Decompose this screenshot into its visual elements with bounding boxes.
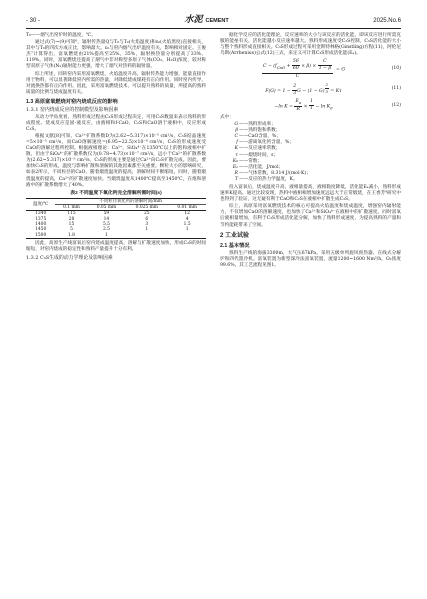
table-cell: 5 (70, 227, 73, 233)
equation-10 (220, 59, 401, 79)
equation-12 (220, 99, 401, 113)
equation-number: (10) (391, 66, 401, 72)
table-cell: 59 (103, 211, 110, 217)
equation-number: (12) (391, 102, 401, 108)
table-cell: 2.5 (102, 227, 110, 233)
definition-text: ——熟料饱和系数； (239, 128, 281, 134)
issue-number: 2025.No.6 (373, 17, 401, 24)
table-header-group: 不同粒径氧化钙的溶解时间/mm (55, 198, 206, 204)
definition-text: ——常数； (239, 158, 262, 164)
definition-text: ——反应速率常数； (239, 146, 281, 152)
table-cell: 1400 (35, 222, 47, 228)
definition-text: ——游离氧化钙含量，%； (239, 140, 294, 146)
table-cell: 14 (103, 216, 110, 222)
table-cell: 1500 (35, 232, 47, 238)
definition-symbol: T (234, 176, 238, 182)
subsection-heading-2-1: 2.1 基本情况 (220, 242, 250, 249)
equation-10-body: $C - (f_{CaO}$ + $\frac{56}{60}$ × β) × $\frac{C}{1 - \beta}$ C = G (262, 59, 346, 79)
paragraph: 从动力学角度看，熟料形成过程由C₃S形成过程决定，可用C₃S数量来表示熟料的形成程度。烧成反应是固-液反应，由液相和f-CaO、C₂S和CaO溶于液相中，反应形成C₃S。 (26, 114, 206, 132)
table-header-size: 0.025 mm (125, 205, 168, 211)
left-column (26, 33, 206, 262)
table-header-size: 0.1 mm (55, 205, 87, 211)
page-header (26, 14, 401, 29)
journal-title-cn: 水泥 (184, 15, 203, 26)
definition-symbol: Eₐ (232, 164, 238, 170)
definition-symbol: f (236, 140, 238, 146)
paragraph: 投入富氧后，烧成温度升高，液相量提高，液相黏度降低，活化能Eₐ减小，熟料形成速率K提高。通过比较发现，热料中液相相增加速度远远大于正常煅烧，在王香芳⁹研究中也得到了验证，这无疑有利于CaO和C₂S在液相中扩散生成C₃S。 (220, 185, 401, 203)
journal-title-en: CEMENT (205, 18, 229, 25)
table-row (26, 233, 206, 239)
table-cell: 1450 (35, 227, 47, 233)
journal-title (185, 17, 229, 24)
table-cell: 1 (185, 227, 189, 233)
table-cell: 1.5 (183, 222, 191, 228)
table-cell: 1375 (35, 216, 47, 222)
paragraph: 通过式(7)~(9)可知⁶，辐射传热量Q与T₀与T₀(火焰温度)和ε₀(火焰黑度)直接相关，其中与T₀的四次方成正比，影响最大。ε₀与窑内烟气出炉温度有关，影响相对固定。王俊杰⁷计算得出，富氧燃烧由21%提高至25%，35%，辐射换热量分别提高了33%、119%。同时，富氧燃烧还提高了烟气中非对称型多原子气体(CO₂、H₂O)浓度，较对称型双原子气体(N₂)辐射能力更强，增大了烟气对热料的辐射量。 (26, 40, 206, 70)
table-cell: 1340 (35, 211, 47, 217)
table-header-size: 0.05 mm (88, 205, 126, 211)
definition-symbol: K (234, 146, 238, 152)
definition-symbol: β (235, 128, 238, 134)
table-cell: 12 (184, 211, 190, 217)
subsection-heading-1-3-2: 1.3.2 C₃S生成的动力学理论及影响因素 (26, 255, 113, 262)
table-header-size: 0.01 mm (168, 205, 206, 211)
section-heading-2: 2 工业试验 (220, 232, 250, 239)
section-heading-1-3: 1.3 高原富氧燃烧对窑内烧成反应的影响 (26, 98, 118, 105)
definition-text: ——活化能，J/mol； (239, 164, 284, 170)
table-cell: 3 (145, 222, 149, 228)
equation-11-body: F(G) = 1 − $\frac{2}{3}$ G − (1 − G) $^{\frac{2}{3}}$ = Kτ (265, 81, 342, 96)
definition-text: ——反应的热力学温度，K。 (239, 176, 298, 182)
paragraph: 熟料生产线的海拔3300m，大气压67kPa。采用五级单列旋风预热器、在线式分解炉和四代篦冷机。富氧装置为新型深冷法富氧装置，流量1200~1600 Nm³/h，O₂浓度99.6%，其工艺流程见图1。 (220, 251, 401, 269)
dissolution-time-table (26, 198, 206, 239)
definition-row (220, 177, 401, 183)
table-cell: 25 (143, 211, 150, 217)
table-cell: 6 (145, 216, 149, 222)
page-number: - 30 - (26, 17, 41, 24)
table-cell (125, 233, 168, 239)
table-cell (168, 233, 206, 239)
table-cell: 15 (68, 222, 75, 228)
paragraph: 根据文献[8]可知，Ca²⁺扩散系数D为(2.62~5.317)×10⁻⁵ cm²/s，C₃S结晶速度=5×10⁻⁵ cm²/s，而CaO溶解速度=(6.95~22.5)×10⁻⁶ cm²/s，C₃S的形成速度受CaO的溶解过程所控制。根据液相理论：Ca²⁺，SiO₄⁴⁻在1350℃以上的饱和液相中扩散，但由于SiO₄⁴⁻的扩散系数仅为(0.78~4.73)×10⁻⁷ cm²/s，远小于Ca²⁺的扩散系数为(2.62~5.317)×10⁻⁵ cm²/s，C₃S的形成主要是通过Ca²⁺向C₂S扩散完成。因此，要加快C₃S的形成，温度与影响扩散和溶解的其他因素都至关重要。颗粒大小的影响研究，如表2所示，不同粒径的CaO，随着煅烧温度的提高，溶解时间不断缩短。同时，随着煅烧温度的提高，Ca²⁺的扩散速度加快。当煅烧温度从1400℃提高至1450℃，在炮和溶液中的扩散系数增大了40%。 (26, 133, 206, 188)
definition-symbol: τ (235, 152, 238, 158)
definition-text: ——CaO含量，%； (239, 134, 281, 140)
definition-text: ——煅烧时间，s； (239, 152, 279, 158)
paragraph: 因此，高原生产线富氧后窑内烧成温度提高，溶解与扩散速度加快，形成C₃S的时间缩短，对窑内烧成的稳定性和熟料产量提升十分有利。 (26, 240, 206, 253)
intro-definition: T₀——烟气出窑炉时的温度，℃。 (26, 33, 96, 38)
table-caption: 表2 不同温度下氧化钙完全溶解所需时间(s) (70, 190, 162, 196)
definition-symbol: R (234, 170, 238, 176)
table-cell: 1 (145, 227, 149, 233)
definition-symbol: C (234, 134, 238, 140)
subsection-heading-1-3-1: 1.3.1 窑内烧成反应的控制模型及影响因素 (26, 107, 119, 114)
definition-symbol: K₀ (232, 158, 238, 164)
definitions-intro: 式中： (220, 114, 234, 120)
definition-symbol: G (234, 122, 238, 128)
table-cell: 1.8 (67, 232, 75, 238)
paragraph: 综上所述，同转窑内采用富氧燃烧，火焰温度升高，辐射传热能力增强，能量直接作用于物料，可以显著降低窑内所需的热量，对降低烧成煤耗有正向作用。同时窑内传导、对流换热都有正向作用。因此，采用富氧燃烧技术，可以提升熟料的质量，所提高的熟料质量的比例与烧成温度有关。 (26, 71, 206, 95)
equation-12-body: −ln K = $\frac{E_a}{R}$ × $\frac{1}{T}$ − $\ln K_0$ (274, 98, 333, 112)
symbol-definitions (220, 122, 401, 183)
definition-text: ——气体常数，8.314 J/(mol·K)； (239, 170, 311, 176)
table-header-temperature: 温度/℃ (26, 198, 55, 211)
table-cell: 4 (185, 216, 189, 222)
paragraph: 综上，高原采用富氧燃烧技术的核心可提高火焰温度和烧成温度，增强窑内辐射能力，不仅增加CaO的溶解速度，也加快了Ca²⁺和SiO₄⁴⁻在液相中的扩散速度。同时富氧后液相量增加，有利于C₃S形成活化能分解，加快了熟料形成速度，为提高熟料的产量和节约能耗带来了空间。 (220, 204, 401, 228)
table-cell: 28 (68, 216, 75, 222)
equation-11 (220, 82, 401, 97)
table-cell: 1 (105, 232, 108, 238)
equation-number: (11) (391, 86, 401, 92)
table-cell: 115 (67, 211, 76, 217)
table-cell: 5.5 (102, 222, 110, 228)
definition-text: ——熟料形成率； (239, 122, 276, 128)
right-column (220, 33, 401, 270)
paragraph: 据化学反应的活化能理论，反应速率的大小与该反应的活化能，即该反应进行所需克服的能垒有关，活化能越小反应速率越大。熟料形成速度受C₃S控制，C₃S活化能的大小与整个熟料形成直接相关。C₃S形成过程可采用金斯特林格(Ginstling)方程(11)，阿伦尼乌斯(Arrhenius)公式(12)三式，来定义可计算C₃S形成活化能(Eₐ)。 (220, 33, 401, 57)
